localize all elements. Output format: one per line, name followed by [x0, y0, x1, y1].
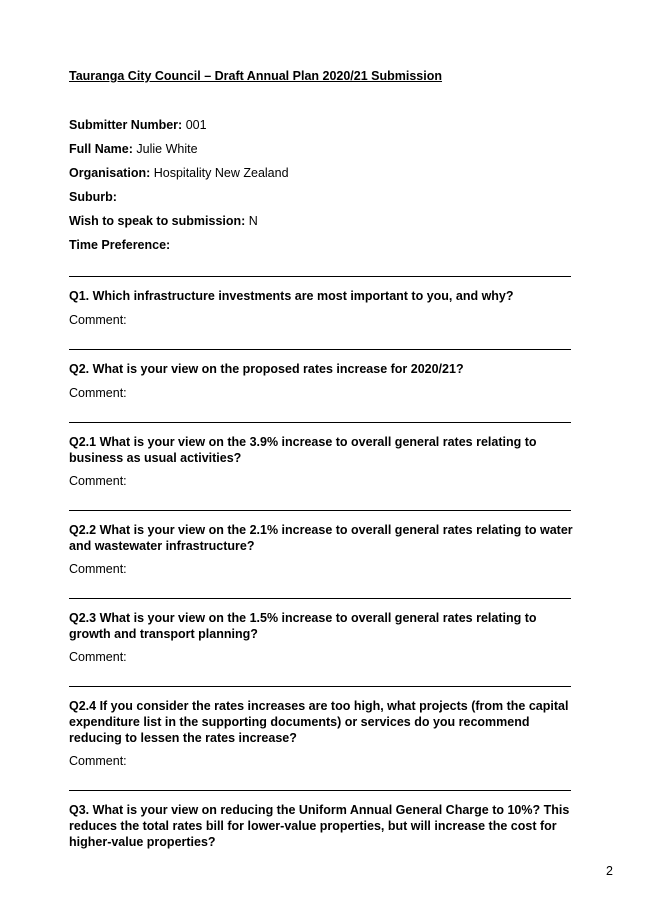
question-q2-3: Q2.3 What is your view on the 1.5% increase to overall general rates relating to growth and transport planning?	[69, 611, 537, 641]
organisation-field	[69, 166, 289, 180]
field-value: Hospitality New Zealand	[153, 166, 289, 180]
field-label: Full Name:	[69, 142, 133, 156]
divider	[69, 598, 571, 599]
suburb-field	[69, 190, 117, 204]
submitter-number-field	[69, 118, 207, 132]
question-q2-4: Q2.4 If you consider the rates increases are too high, what projects (from the capital expenditure list in the supporting documents) or services do you recommend reducing to lessen the rates increase?	[69, 699, 569, 745]
comment-label: Comment:	[69, 386, 127, 400]
comment-label: Comment:	[69, 754, 127, 768]
field-label: Organisation:	[69, 166, 151, 180]
question-q2-1: Q2.1 What is your view on the 3.9% increase to overall general rates relating to business as usual activities?	[69, 435, 537, 465]
comment-label: Comment:	[69, 650, 127, 664]
comment-label: Comment:	[69, 313, 127, 327]
page-number: 2	[606, 864, 613, 878]
divider	[69, 276, 571, 277]
divider	[69, 510, 571, 511]
wish-to-speak-field	[69, 214, 258, 228]
divider	[69, 790, 571, 791]
full-name-field	[69, 142, 198, 156]
divider	[69, 686, 571, 687]
divider	[69, 349, 571, 350]
document-title: Tauranga City Council – Draft Annual Plan 2020/21 Submission	[69, 69, 443, 83]
field-label: Time Preference:	[69, 238, 171, 252]
field-label: Suburb:	[69, 190, 117, 204]
time-preference-field	[69, 238, 170, 252]
question-q3: Q3. What is your view on reducing the Uniform Annual General Charge to 10%? This reduces the total rates bill for lower-value properties, but will increase the cost for higher-value properties?	[69, 803, 570, 849]
field-value: N	[248, 214, 258, 228]
question-q1: Q1. Which infrastructure investments are most important to you, and why?	[69, 289, 514, 303]
field-label: Submitter Number:	[69, 118, 183, 132]
field-label: Wish to speak to submission:	[69, 214, 246, 228]
question-q2-2: Q2.2 What is your view on the 2.1% increase to overall general rates relating to water and wastewater infrastructure?	[69, 523, 573, 553]
field-value: Julie White	[136, 142, 198, 156]
comment-label: Comment:	[69, 562, 127, 576]
comment-label: Comment:	[69, 474, 127, 488]
field-value: 001	[185, 118, 207, 132]
divider	[69, 422, 571, 423]
question-q2: Q2. What is your view on the proposed rates increase for 2020/21?	[69, 362, 464, 376]
